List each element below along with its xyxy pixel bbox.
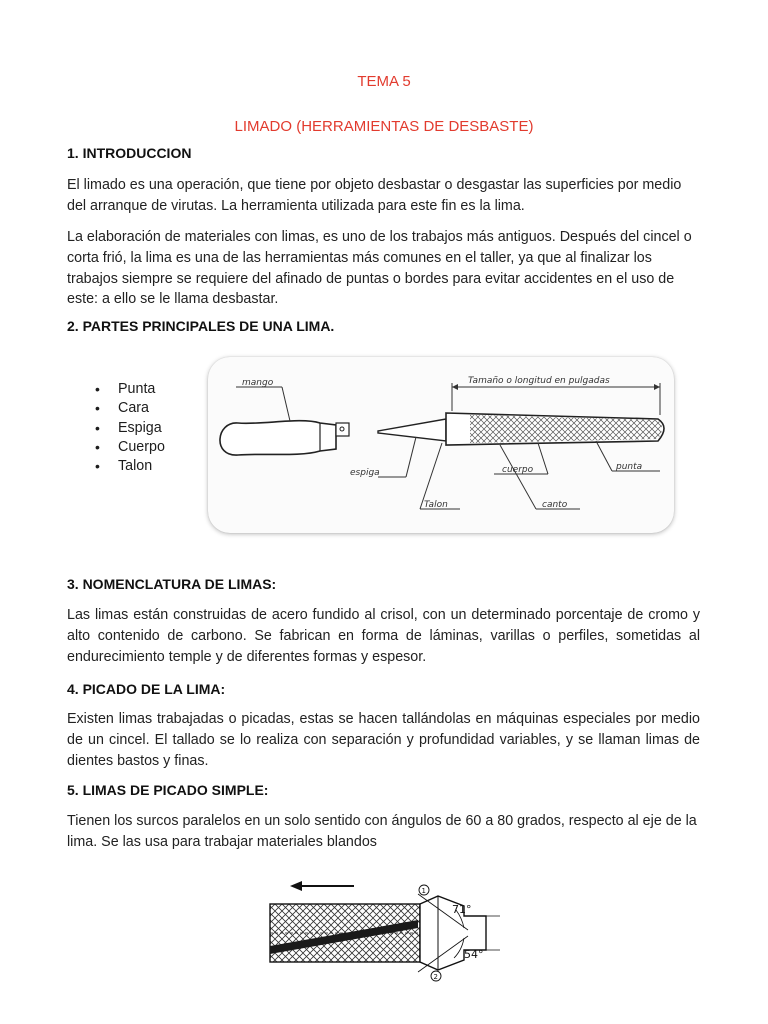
nomenclatura-paragraph: Las limas están construidas de acero fundido al crisol, con un determinado porcentaje de cromo y alto contenido de carbono. Se fabrican en forma de láminas, varillas o perfiles, sometidas al endurecimiento temple y de diferentes formas y espesor. bbox=[67, 607, 700, 665]
heading-picado: 4. PICADO DE LA LIMA: bbox=[67, 681, 226, 697]
heading-partes: 2. PARTES PRINCIPALES DE UNA LIMA. bbox=[67, 318, 335, 334]
heading-introduccion: 1. INTRODUCCION bbox=[67, 145, 192, 161]
heading-picado-simple: 5. LIMAS DE PICADO SIMPLE: bbox=[67, 782, 269, 798]
heading-nomenclatura: 3. NOMENCLATURA DE LIMAS: bbox=[67, 576, 277, 592]
parts-list bbox=[95, 380, 165, 476]
single-cut-diagram bbox=[268, 876, 504, 986]
marker-2: 2 bbox=[433, 973, 438, 981]
handle-shape bbox=[220, 421, 336, 455]
tema-title: TEMA 5 bbox=[357, 73, 411, 90]
intro-paragraph-2: La elaboración de materiales con limas, es uno de los trabajos más antiguos. Después del cincel o corta frió, la lima es una de las herramientas más comunes en el taller, ya que al finalizar los trabajos siempre se requiere del afinado de puntas o bordes para evitar accidentes en el uso de este: a ello se le llama desbastar. bbox=[67, 229, 692, 308]
list-item: • Espiga bbox=[95, 419, 165, 438]
picado-simple-paragraph: Tienen los surcos paralelos en un solo sentido con ángulos de 60 a 80 grados, respecto al eje de la lima. Se las usa para trabajar materiales blandos bbox=[67, 813, 697, 850]
marker-1: 1 bbox=[421, 887, 426, 895]
intro-paragraph-1: El limado es una operación, que tiene por objeto desbastar o desgastar las superficies por medio del arranque de virutas. La herramienta utilizada para este fin es la lima. bbox=[67, 177, 682, 214]
picado-paragraph: Existen limas trabajadas o picadas, estas se hacen tallándolas en máquinas especiales por medio de un cincel. El tallado se lo realiza con separación y profundidad variables, y se llaman limas de dientes bastos y finas. bbox=[67, 711, 700, 769]
label-punta: punta bbox=[616, 462, 643, 472]
angle-label-71: 71° bbox=[452, 903, 472, 916]
file-parts-diagram bbox=[208, 357, 674, 533]
list-item: • Cara bbox=[95, 399, 165, 418]
label-cuerpo: cuerpo bbox=[502, 465, 534, 475]
list-item: • Talon bbox=[95, 457, 165, 476]
angle-label-54: 54° bbox=[464, 948, 484, 961]
label-talon: Talon bbox=[424, 500, 448, 510]
label-espiga: espiga bbox=[350, 468, 380, 478]
list-item: • Cuerpo bbox=[95, 438, 165, 457]
list-item: • Punta bbox=[95, 380, 165, 399]
label-mango: mango bbox=[242, 378, 274, 388]
direction-arrow-icon bbox=[290, 881, 302, 891]
label-canto: canto bbox=[542, 500, 568, 510]
file-parts-figure bbox=[208, 357, 674, 533]
label-size: Tamaño o longitud en pulgadas bbox=[468, 376, 610, 386]
document-subtitle: LIMADO (HERRAMIENTAS DE DESBASTE) bbox=[234, 118, 534, 135]
